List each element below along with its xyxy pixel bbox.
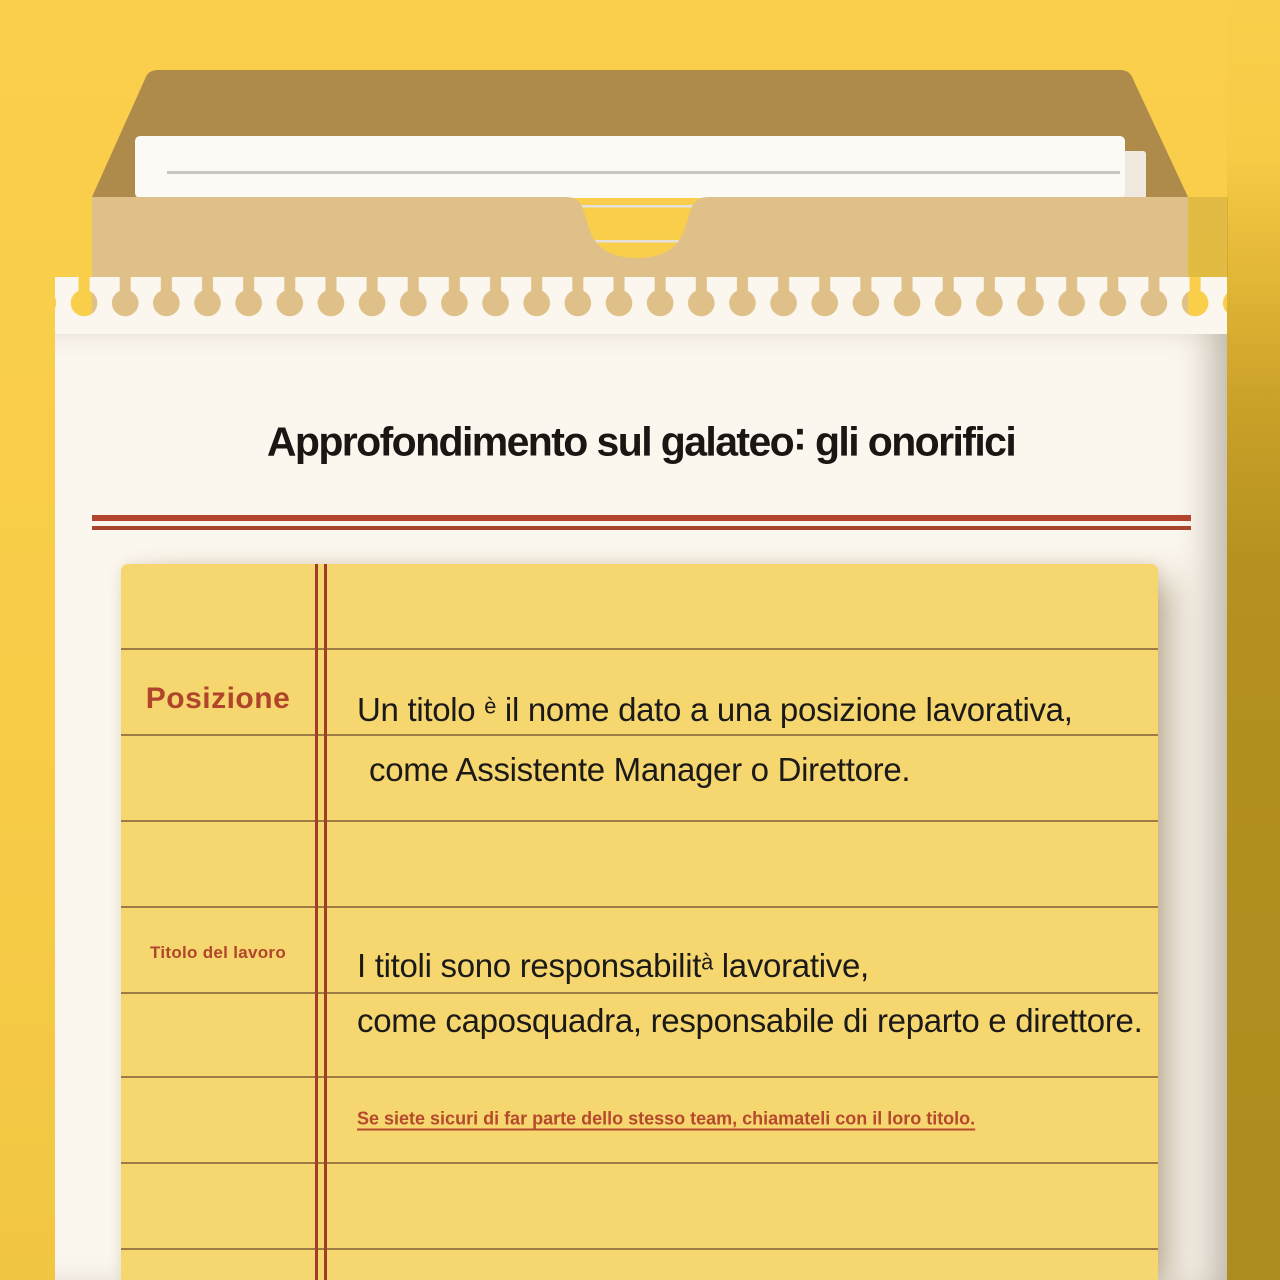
pad-row-line [121, 1162, 1158, 1164]
inner-sheet [135, 136, 1125, 198]
pocket-edge-shadow [1188, 197, 1228, 277]
pad-margin-line-right [324, 564, 327, 1280]
pad-label-titolo-del-lavoro: Titolo del lavoro [149, 943, 287, 962]
pad-row-line [121, 1248, 1158, 1250]
pad-row-line [121, 648, 1158, 650]
pad-text-line-3: I titoli sono responsabilit$^à$ lavorative, [357, 947, 869, 984]
pad-row-line [121, 820, 1158, 822]
perforated-paper-edge [55, 277, 1227, 334]
pad-row-line [121, 992, 1158, 994]
page-title: Approfondimento sul galateo: gli onorifici [266, 412, 1016, 465]
pad-note-underlined: Se siete sicuri di far parte dello stesso team, chiamateli con il loro titolo. [357, 1108, 976, 1129]
pad-row-line [121, 734, 1158, 736]
pad-row-line [121, 906, 1158, 908]
pad-margin-line-left [315, 564, 318, 1280]
sheet-rule-line [167, 171, 1120, 174]
divider-line-thin [92, 526, 1191, 530]
pad-text-line-4: come caposquadra, responsabile di reparto e direttore. [357, 1002, 1143, 1039]
pad-row-line [121, 1076, 1158, 1078]
pad-label-posizione: Posizione [145, 682, 291, 715]
notebook-paper [55, 334, 1227, 1280]
pad-text-line-2: come Assistente Manager o Direttore. [369, 751, 911, 788]
divider-line-thick [92, 515, 1191, 521]
envelope-illustration [0, 0, 1280, 334]
pad-text-line-1: Un titolo $^è$ il nome dato a una posizione lavorativa, [357, 691, 1073, 728]
legal-pad-table [121, 564, 1158, 1280]
